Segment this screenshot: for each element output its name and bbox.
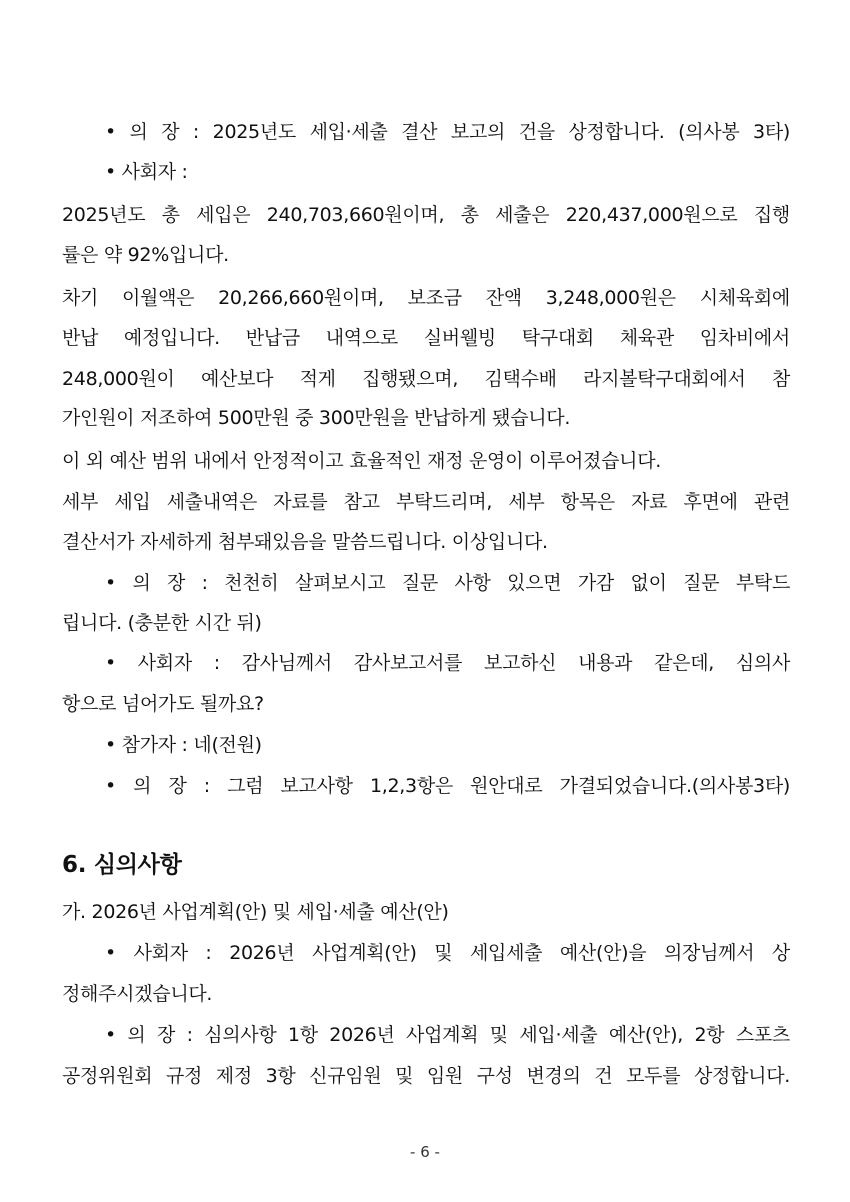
paragraph-line: 248,000원이 예산보다 적게 집행됐으며, 김택수배 라지볼탁구대회에서 참 <box>62 368 790 390</box>
paragraph-line: 결산서가 자세하게 첨부돼있음을 말씀드립니다. 이상입니다. <box>62 531 548 553</box>
paragraph-line: 률은 약 92%입니다. <box>62 244 229 266</box>
paragraph-line: 항으로 넘어가도 될까요? <box>62 693 264 715</box>
paragraph-line: 2025년도 총 세입은 240,703,660원이며, 총 세출은 220,437,000원으로 집행 <box>62 204 790 226</box>
section-heading: 6. 심의사항 <box>62 852 182 878</box>
paragraph-line: • 의 장 : 천천히 살펴보시고 질문 사항 있으면 가감 없이 질문 부탁드 <box>105 572 790 594</box>
paragraph-line: 가인원이 저조하여 500만원 중 300만원을 반납하게 됐습니다. <box>62 407 571 429</box>
paragraph-line: • 의 장 : 그럼 보고사항 1,2,3항은 원안대로 가결되었습니다.(의사봉3타) <box>105 775 790 797</box>
paragraph-line: 립니다. (충분한 시간 뒤) <box>62 612 262 634</box>
paragraph-line: 정해주시겠습니다. <box>62 983 213 1005</box>
paragraph-line: • 사회자 : <box>105 161 188 183</box>
paragraph-line: 세부 세입 세출내역은 자료를 참고 부탁드리며, 세부 항목은 자료 후면에 관련 <box>62 491 790 513</box>
paragraph-line: 공정위원회 규정 제정 3항 신규임원 및 임원 구성 변경의 건 모두를 상정합니다. <box>62 1065 790 1087</box>
paragraph-line: • 사회자 : 2026년 사업계획(안) 및 세입세출 예산(안)을 의장님께서 상 <box>105 942 790 964</box>
paragraph-line: 차기 이월액은 20,266,660원이며, 보조금 잔액 3,248,000원은 시체육회에 <box>62 287 790 309</box>
paragraph-line: • 사회자 : 감사님께서 감사보고서를 보고하신 내용과 같은데, 심의사 <box>105 652 790 674</box>
page-number: - 6 - <box>410 1143 440 1161</box>
paragraph-line: • 참가자 : 네(전원) <box>105 734 262 756</box>
paragraph-line: • 의 장 : 심의사항 1항 2026년 사업계획 및 세입·세출 예산(안), 2항 스포츠 <box>105 1024 790 1046</box>
subsection-title: 가. 2026년 사업계획(안) 및 세입·세출 예산(안) <box>62 901 449 923</box>
paragraph-line: 반납 예정입니다. 반납금 내역으로 실버웰빙 탁구대회 체육관 임차비에서 <box>62 327 790 349</box>
paragraph-line: 이 외 예산 범위 내에서 안정적이고 효율적인 재정 운영이 이루어졌습니다. <box>62 450 662 472</box>
paragraph-line: • 의 장 : 2025년도 세입·세출 결산 보고의 건을 상정합니다. (의사봉 3타) <box>105 121 790 143</box>
